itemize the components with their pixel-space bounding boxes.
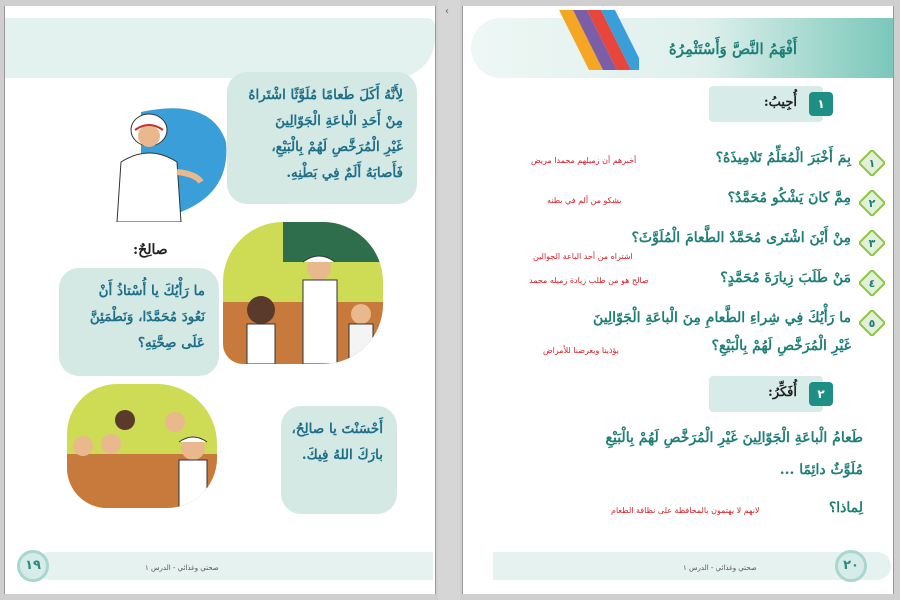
question-text: ما رَأْيُكَ فِي شِراءِ الطَّعامِ مِنَ الْباعَةِ الْجَوّالِينَ [593,310,851,326]
answer-text: اشتراه من أحد الباعة الجوالين [533,252,633,261]
header-band [5,18,435,78]
question-row [473,268,885,298]
question-badge-icon [859,190,885,216]
classroom-illustration [223,222,383,364]
students-illustration [67,384,217,508]
answer-text: يشكو من ألم في بطنه [547,196,622,205]
question-badge-icon [859,270,885,296]
question-badge-icon [859,150,885,176]
page-footer [5,546,436,586]
question-text: بِمَ أَخْبَرَ الْمُعَلِّمُ تَلامِيذَهُ؟ [715,150,851,166]
section-label: أُفَكِّرُ: [768,385,797,400]
page-20 [462,6,894,594]
question-row [473,228,885,261]
svg-text:٤: ٤ [868,277,876,290]
question-row [473,148,885,178]
chevron-left-icon[interactable]: ‹ [445,6,449,17]
bubble-line: لِأَنَّهُ أَكَلَ طَعامًا مُلَوَّثًا اشْتَراهُ [248,87,403,103]
svg-text:٣: ٣ [868,237,876,250]
section-number: ٢ [809,382,833,406]
section-tag-answer [709,86,823,122]
bubble-line: نَعُودَ مُحَمَّدًا، وَنَطْمَئِنَّ [89,309,205,325]
footer-text: صحتي وغذائي - الدرس ١ [683,564,757,572]
svg-text:١: ١ [868,157,876,170]
page-gutter [438,0,460,600]
decorative-stripes [559,10,639,70]
speech-bubble-teacher [227,72,417,204]
page-number: ١٩ [17,550,49,582]
question-text: مِنْ أَيْنَ اشْتَرى مُحَمَّدٌ الطَّعامَ الْمُلَوَّثَ؟ [631,230,851,246]
bubble-line: ما رَأْيُكَ يا أُسْتاذُ أَنْ [98,283,205,299]
why-label: لِماذا؟ [828,500,863,516]
svg-text:٥: ٥ [868,317,876,330]
teacher-illustration [101,102,231,222]
question-row [473,308,885,368]
page-title: أَفْهَمُ النَّصَّ وَأَسْتَثْمِرُهُ [668,40,798,58]
bubble-line: أَحْسَنْتَ يا صالِحُ، [291,421,383,437]
speech-bubble-teacher-reply [281,406,397,514]
question-text-continued: غَيْرِ الْمُرَخَّصِ لَهُمْ بِالْبَيْعِ؟ [711,338,851,354]
question-badge-icon [859,230,885,256]
answer-text: يؤذينا ويعرضنا للأمراض [543,346,619,355]
page-number: ٢٠ [835,550,867,582]
section-number: ١ [809,92,833,116]
bubble-line: غَيْرِ الْمُرَخَّصِ لَهُمْ بِالْبَيْعِ، [271,139,403,155]
bubble-line: فَأَصابَهُ أَلَمٌ فِي بَطْنِهِ. [286,165,403,181]
page-footer [463,546,894,586]
question-badge-icon [859,310,885,336]
speaker-name: صالِحٌ: [133,242,168,258]
bubble-line: عَلَى صِحَّتِهِ؟ [137,335,205,351]
section-tag-think [709,376,823,412]
speech-bubble-saleh [59,268,219,376]
think-statement: طَعامُ الْباعَةِ الْجَوّالِينَ غَيْرِ الْمُرَخَّصِ لَهُمْ بِالْبَيْعِ [605,430,863,446]
svg-text:٢: ٢ [868,197,876,210]
question-text: مَنْ طَلَبَ زِيارَةَ مُحَمَّدٍ؟ [720,270,851,286]
bubble-line: بارَكَ اللهُ فِيكَ. [301,447,383,463]
answer-text: أخبرهم أن زميلهم محمدا مريض [531,156,637,165]
think-statement: مُلَوَّثٌ دائِمًا ... [779,462,863,478]
question-row [473,188,885,218]
section-label: أُجِيبُ: [763,95,797,110]
why-answer: لانهم لا يهتمون بالمحافظة على نظافة الطعام [611,506,760,515]
footer-text: صحتي وغذائي - الدرس ١ [145,564,219,572]
page-19 [4,6,436,594]
bubble-line: مِنْ أَحَدِ الْباعَةِ الْجَوّالِينَ [275,113,403,129]
footer-band [35,552,433,580]
question-text: مِمَّ كانَ يَشْكُو مُحَمَّدٌ؟ [727,190,851,206]
answer-text: صالح هو من طلب زيادة زميله محمد [529,276,649,285]
